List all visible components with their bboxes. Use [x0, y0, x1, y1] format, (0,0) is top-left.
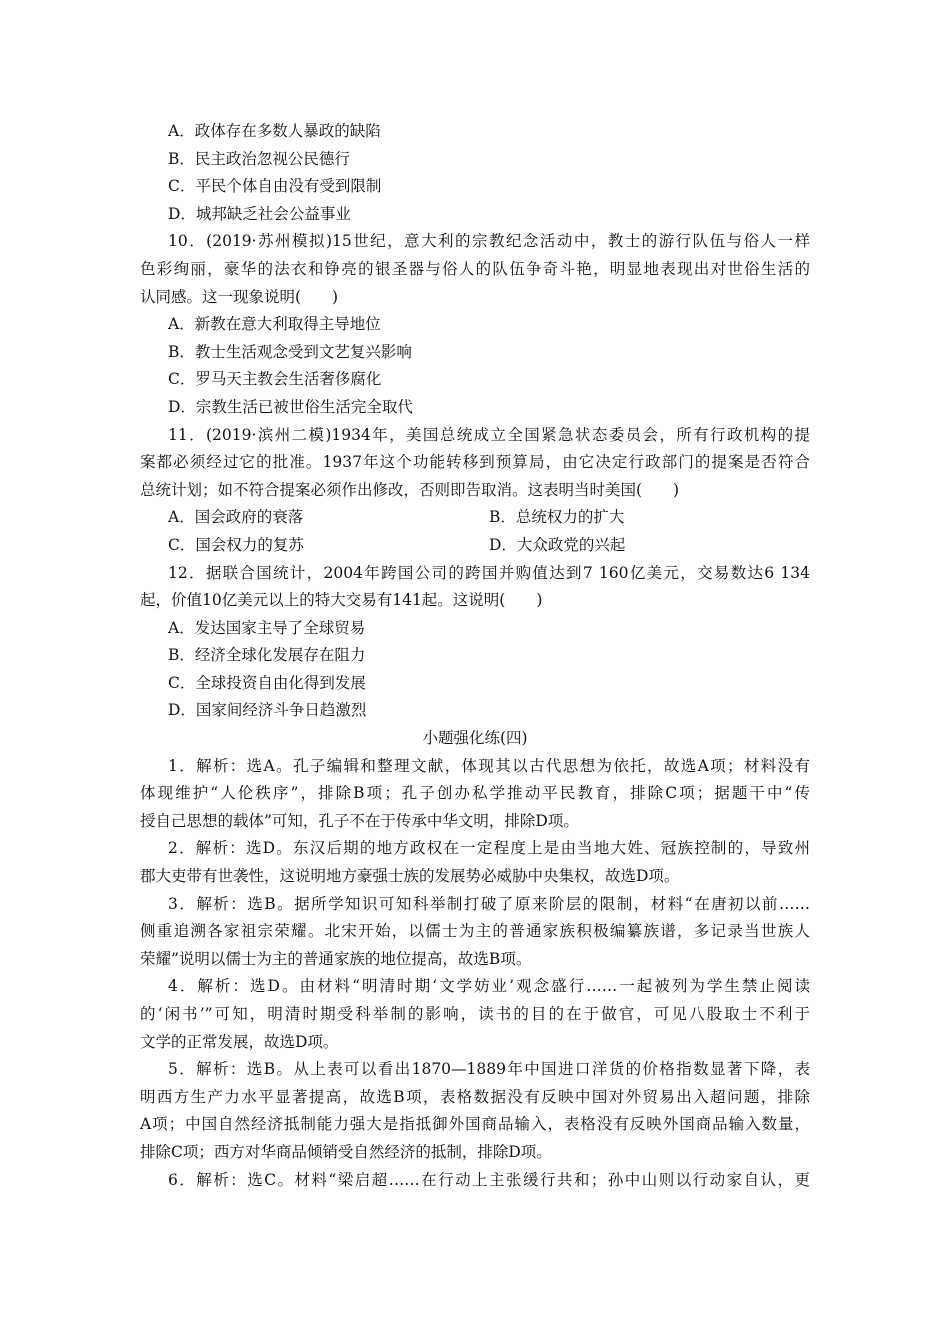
q10-option-c: C．罗马天主教会生活奢侈腐化	[168, 370, 382, 389]
q10-option-a: A．新教在意大利取得主导地位	[168, 315, 381, 334]
q9-option-a: A．政体存在多数人暴政的缺陷	[168, 122, 381, 140]
q11-options	[168, 504, 810, 559]
question-10	[140, 228, 810, 311]
answer-line: A项；中国自然经济抵制能力强大是指抵御外国商品输入，表格没有反映外国商品输入数量，	[140, 1115, 810, 1134]
answer-1	[140, 753, 810, 836]
q12-option-d: D．国家间经济斗争日趋激烈	[168, 701, 367, 720]
q10-stem-line: 10．(2019·苏州模拟)15世纪，意大利的宗教纪念活动中，教士的游行队伍与俗人一样	[168, 232, 810, 251]
q12-option-b: B．经济全球化发展存在阻力	[168, 646, 366, 665]
answer-line: 明西方生产力水平显著提高，故选B项，表格数据没有反映中国对外贸易出入超问题，排除	[140, 1087, 810, 1106]
answer-line: 授自己思想的载体”可知，孔子不在于传承中华文明，排除D项。	[140, 811, 579, 830]
question-12	[140, 560, 810, 615]
answer-line: 6．解析：选C。材料“梁启超……在行动上主张缓行共和；孙中山则以行动家自认，更	[168, 1170, 810, 1189]
answer-line: 3．解析：选B。据所学知识可知科举制打破了原来阶层的限制，材料“在唐初以前……	[168, 894, 810, 913]
answer-5	[140, 1056, 810, 1166]
q9-option-b: B．民主政治忽视公民德行	[168, 149, 350, 168]
answer-line: 荣耀”说明以儒士为主的普通家族的地位提高，故选B项。	[140, 949, 532, 968]
q9-options	[168, 118, 810, 228]
q11-stem-line: 案都必须经过它的批准。1937年这个功能转移到预算局，由它决定行政部门的提案是否符合	[140, 453, 810, 472]
answer-line: 郡大吏带有世袭性，这说明地方豪强士族的发展势必威胁中央集权，故选D项。	[140, 867, 680, 886]
answer-line: 2．解析：选D。东汉后期的地方政权在一定程度上是由当地大姓、冠族控制的，导致州	[168, 839, 810, 858]
q11-stem-line: 总统计划；如不符合提案必须作出修改，否则即告取消。这表明当时美国( )	[140, 480, 680, 499]
answers-heading: 小题强化练(四)	[422, 729, 528, 748]
q11-option-d: D．大众政党的兴起	[489, 535, 626, 554]
q11-option-c: C．国会权力的复苏	[168, 535, 304, 554]
q10-option-d: D．宗教生活已被世俗生活完全取代	[168, 397, 413, 416]
answer-line: 的‘闲书’”可知，明清时期受科举制的影响，读书的目的在于做官，可见八股取士不利于	[140, 1005, 810, 1023]
answer-3	[140, 891, 810, 974]
q9-option-c: C．平民个体自由没有受到限制	[168, 177, 382, 196]
answer-4	[140, 973, 810, 1056]
answer-line: 5．解析：选B。从上表可以看出1870—1889年中国进口洋货的价格指数显著下降，表	[168, 1060, 810, 1079]
answer-line: 体现维护“人伦秩序”，排除B项；孔子创办私学推动平民教育，排除C项；据题干中“传	[140, 784, 810, 803]
answer-line: 4．解析：选D。由材料“明清时期‘文学妨业’观念盛行……一起被列为学生禁止阅读	[168, 977, 810, 996]
q11-option-a: A．国会政府的衰落	[168, 508, 304, 527]
answer-6	[140, 1167, 810, 1195]
answer-line: 文学的正常发展，故选D项。	[140, 1032, 339, 1051]
answer-line: 侧重追溯各家祖宗荣耀。北宋开始，以儒士为主的普通家族积极编纂族谱，多记录当世族人	[140, 922, 810, 941]
q12-options	[168, 615, 810, 725]
q12-stem-line: 起，价值10亿美元以上的特大交易有141起。这说明( )	[140, 591, 543, 610]
q12-option-c: C．全球投资自由化得到发展	[168, 673, 366, 692]
q12-stem-line: 12．据联合国统计，2004年跨国公司的跨国并购值达到7 160亿美元，交易数达6 134	[168, 563, 810, 582]
q11-option-b: B．总统权力的扩大	[489, 508, 625, 527]
answer-line: 排除C项；西方对华商品倾销受自然经济的抵制，排除D项。	[140, 1142, 552, 1161]
q10-stem-line: 色彩绚丽，豪华的法衣和铮亮的银圣器与俗人的队伍争奇斗艳，明显地表现出对世俗生活的	[140, 259, 810, 278]
q10-stem-line: 认同感。这一现象说明( )	[140, 287, 339, 306]
q9-option-d: D．城邦缺乏社会公益事业	[168, 204, 351, 223]
q12-option-a: A．发达国家主导了全球贸易	[168, 618, 366, 637]
q11-options-row	[168, 504, 810, 532]
q11-stem-line: 11．(2019·滨州二模)1934年，美国总统成立全国紧急状态委员会，所有行政机构的提	[168, 425, 810, 444]
answer-line: 1．解析：选A。孔子编辑和整理文献，体现其以古代思想为依托，故选A项；材料没有	[168, 756, 810, 775]
answer-2	[140, 835, 810, 890]
q10-option-b: B．教士生活观念受到文艺复兴影响	[168, 342, 412, 361]
q10-options	[168, 311, 810, 421]
q11-options-row	[168, 532, 810, 560]
question-11	[140, 422, 810, 505]
